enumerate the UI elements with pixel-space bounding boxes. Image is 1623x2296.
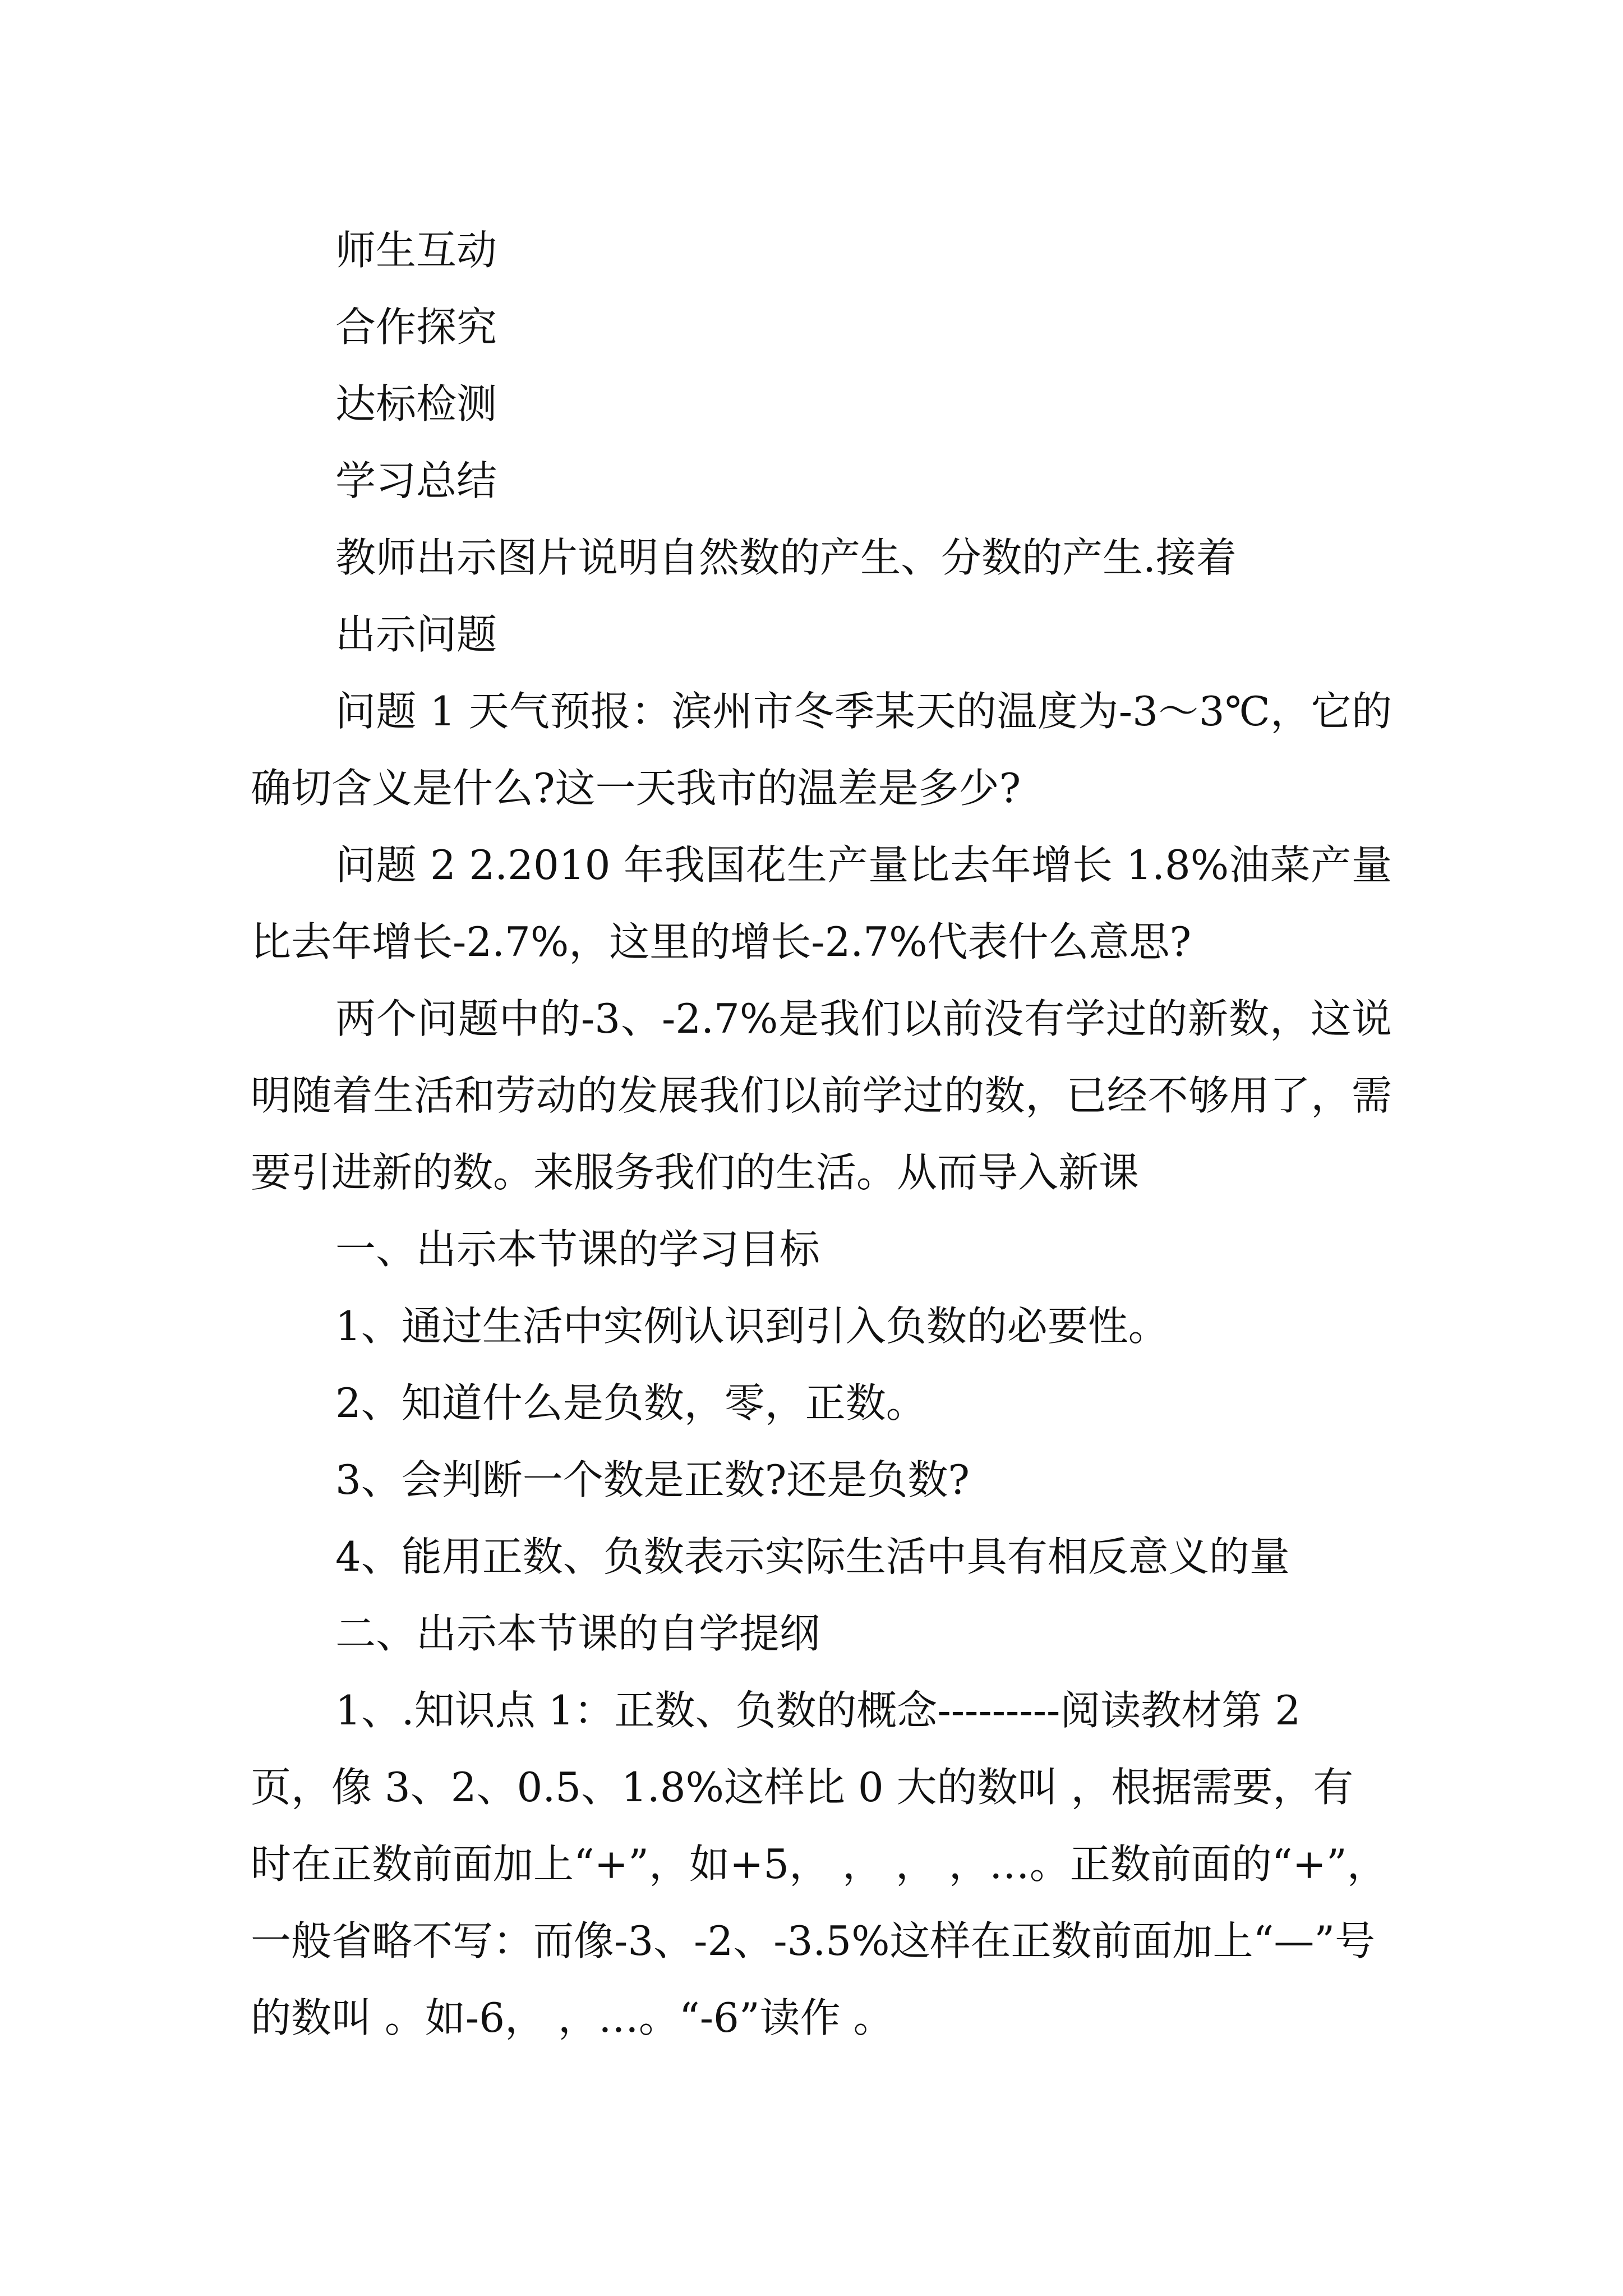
document-body	[251, 212, 1392, 2056]
list-item-cooperative-inquiry: 合作探究	[335, 303, 497, 351]
list-item-teacher-student-interaction: 师生互动	[335, 227, 497, 274]
paragraph-question-2: 问题 2 2.2010 年我国花生产量比去年增长 1.8%油菜产量比去年增长-2.7%，这里的增长-2.7%代表什么意思?	[251, 841, 1392, 965]
paragraph-teacher-shows-pictures: 教师出示图片说明自然数的产生、分数的产生.接着	[335, 534, 1237, 581]
paragraph-question-1: 问题 1 天气预报：滨州市冬季某天的温度为-3～3℃，它的确切含义是什么?这一天我市的温差是多少?	[251, 688, 1392, 812]
paragraph-new-numbers-intro: 两个问题中的-3、-2.7%是我们以前没有学过的新数，这说明随着生活和劳动的发展我们以前学过的数，已经不够用了，需要引进新的数。来服务我们的生活。从而导入新课	[251, 995, 1392, 1196]
list-item-goal-3: 3、会判断一个数是正数?还是负数?	[335, 1456, 970, 1503]
list-item-goal-2: 2、知道什么是负数，零，正数。	[335, 1379, 926, 1427]
section-heading-self-study-outline: 二、出示本节课的自学提纲	[335, 1610, 820, 1657]
section-heading-learning-goals: 一、出示本节课的学习目标	[335, 1226, 820, 1273]
list-item-goal-4: 4、能用正数、负数表示实际生活中具有相反意义的量	[335, 1533, 1290, 1580]
paragraph-knowledge-point-1: 1、.知识点 1：正数、负数的概念---------阅读教材第 2 页，像 3、2、0.5、1.8%这样比 0 大的数叫 ，根据需要，有时在正数前面加上“+”，如+5， ， ， ，…。正数前面的“+”，一般省略不写：而像-3、-2、-3.5%这样在正数前面加上“—”号的数叫 。如-6， ，…。“-6”读作 。	[251, 1687, 1387, 2041]
paragraph-show-questions: 出示问题	[335, 611, 497, 658]
list-item-goal-1: 1、通过生活中实例认识到引入负数的必要性。	[335, 1303, 1169, 1350]
list-item-learning-summary: 学习总结	[335, 457, 497, 504]
list-item-standard-test: 达标检测	[335, 380, 497, 427]
